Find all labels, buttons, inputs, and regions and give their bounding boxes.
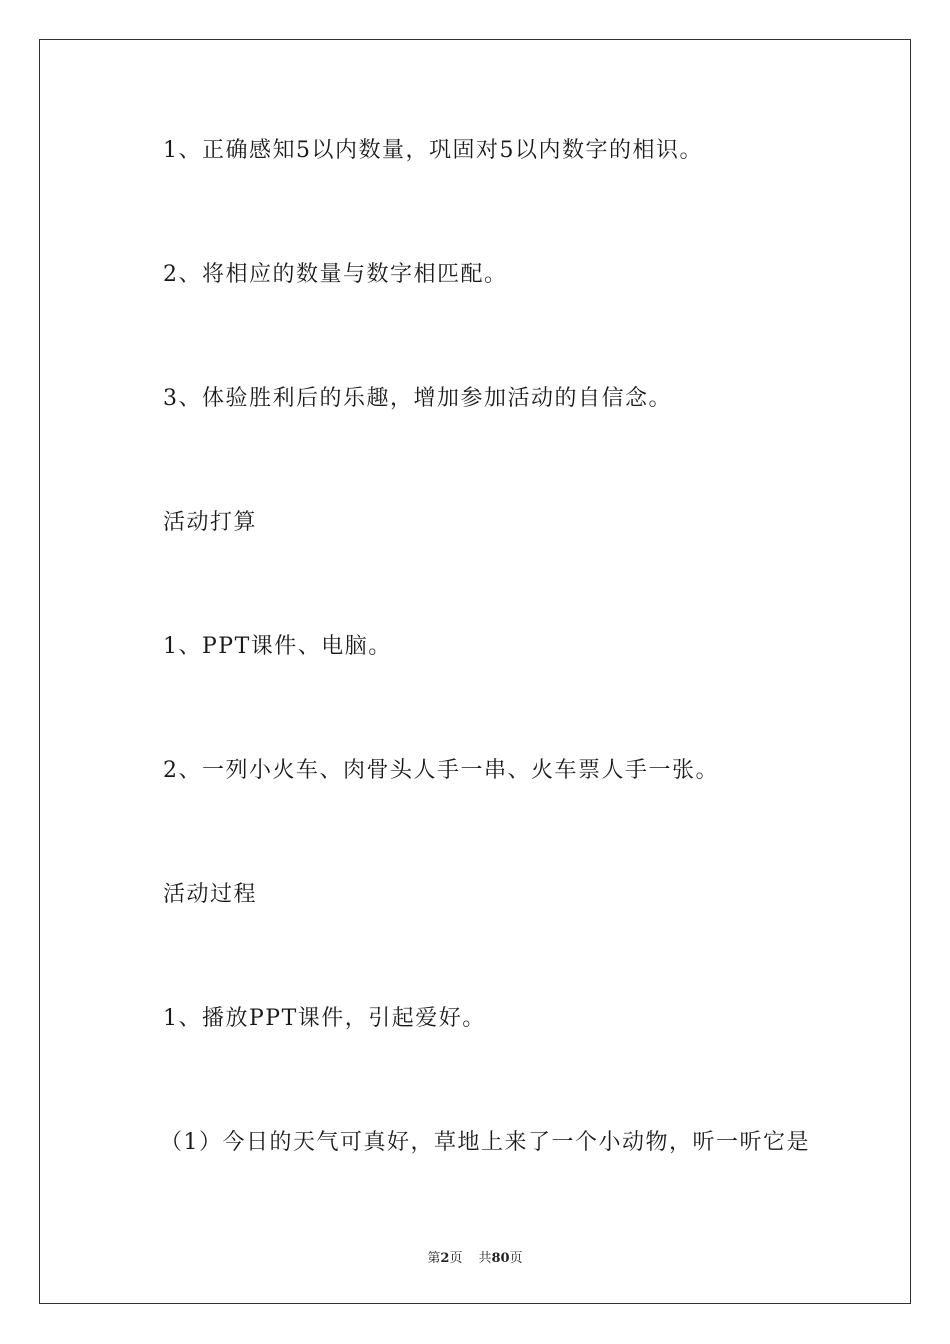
page-prefix: 第: [427, 1251, 441, 1266]
process-step-1: 1、播放PPT课件，引起爱好。: [163, 1006, 486, 1031]
objective-3: 3、体验胜利后的乐趣，增加参加活动的自信念。: [163, 386, 672, 411]
objective-2: 2、将相应的数量与数字相匹配。: [163, 262, 508, 287]
page-number: 2: [440, 1251, 450, 1266]
objective-1: 1、正确感知5以内数量，巩固对5以内数字的相识。: [163, 138, 703, 163]
preparation-item-1: 1、PPT课件、电脑。: [163, 634, 392, 659]
total-pages: 80: [491, 1251, 510, 1266]
total-suffix: 页: [509, 1251, 523, 1266]
page-suffix: 页: [449, 1251, 463, 1266]
section-heading-preparation: 活动打算: [163, 510, 258, 535]
section-heading-process: 活动过程: [163, 882, 258, 907]
page-border: [39, 39, 911, 1304]
preparation-item-2: 2、一列小火车、肉骨头人手一串、火车票人手一张。: [163, 758, 719, 783]
total-prefix: 共: [478, 1251, 492, 1266]
process-substep-1: （1）今日的天气可真好，草地上来了一个小动物，听一听它是: [160, 1130, 810, 1155]
page-footer: [0, 1247, 950, 1266]
